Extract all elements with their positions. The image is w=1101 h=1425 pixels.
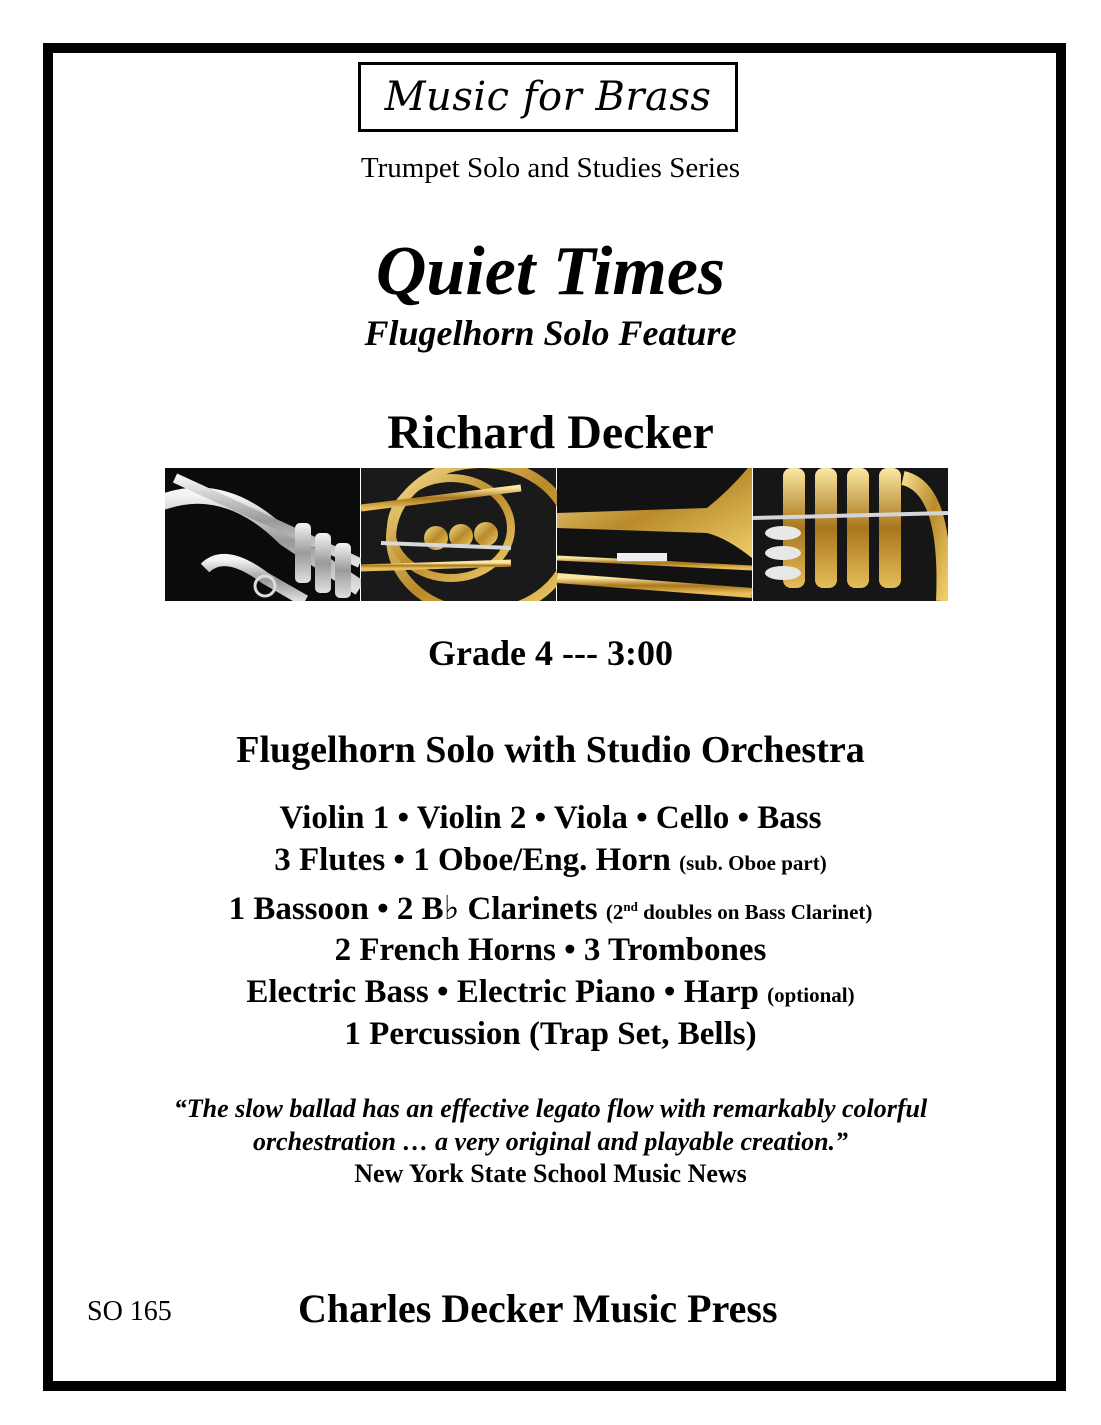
instrumentation-text: 2 French Horns • 3 Trombones: [334, 932, 767, 968]
instrumentation-text: 3 Flutes • 1 Oboe/Eng. Horn: [274, 842, 671, 878]
piece-subtitle: Flugelhorn Solo Feature: [364, 313, 737, 353]
instrumentation-line: [0, 974, 1101, 1011]
review-quote-line: orchestration … a very original and playable creation.”: [252, 1127, 849, 1156]
series-title: Music for Brass: [384, 74, 712, 120]
review-source: New York State School Music News: [354, 1159, 747, 1188]
review-quote-line: “The slow ballad has an effective legato flow with remarkably colorful: [173, 1094, 928, 1123]
instrumentation-line: [0, 888, 1101, 928]
instrumentation-text: Electric Bass • Electric Piano • Harp: [246, 974, 759, 1010]
instrumentation-line: [0, 1016, 1101, 1053]
scoring-heading: Flugelhorn Solo with Studio Orchestra: [236, 729, 865, 771]
instrumentation-text: 1 Percussion (Trap Set, Bells): [344, 1016, 757, 1052]
piece-title: Quiet Times: [375, 233, 726, 310]
series-banner: [358, 62, 738, 132]
grade-duration: Grade 4 --- 3:00: [428, 633, 673, 673]
instrumentation-note: (2nd doubles on Bass Clarinet): [605, 899, 873, 924]
trombone-photo: [557, 468, 752, 601]
series-subtitle: Trumpet Solo and Studies Series: [360, 152, 741, 184]
instrumentation-line: [0, 932, 1101, 969]
instrumentation-text: Violin 1 • Violin 2 • Viola • Cello • Bass: [279, 800, 822, 836]
composer-name: Richard Decker: [387, 406, 714, 459]
french-horn-photo: [361, 468, 571, 601]
publisher-name: Charles Decker Music Press: [298, 1286, 778, 1331]
instrumentation-note: (optional): [767, 983, 855, 1007]
trumpet-photo: [165, 468, 360, 601]
instrumentation-note: (sub. Oboe part): [679, 851, 827, 875]
instrument-photo-strip: [165, 468, 948, 601]
tuba-photo: [753, 468, 948, 601]
instrumentation-line: [0, 842, 1101, 879]
catalog-number: SO 165: [87, 1296, 172, 1327]
instrumentation-text: 1 Bassoon • 2 B♭ Clarinets: [228, 891, 598, 927]
instrumentation-line: [0, 800, 1101, 837]
